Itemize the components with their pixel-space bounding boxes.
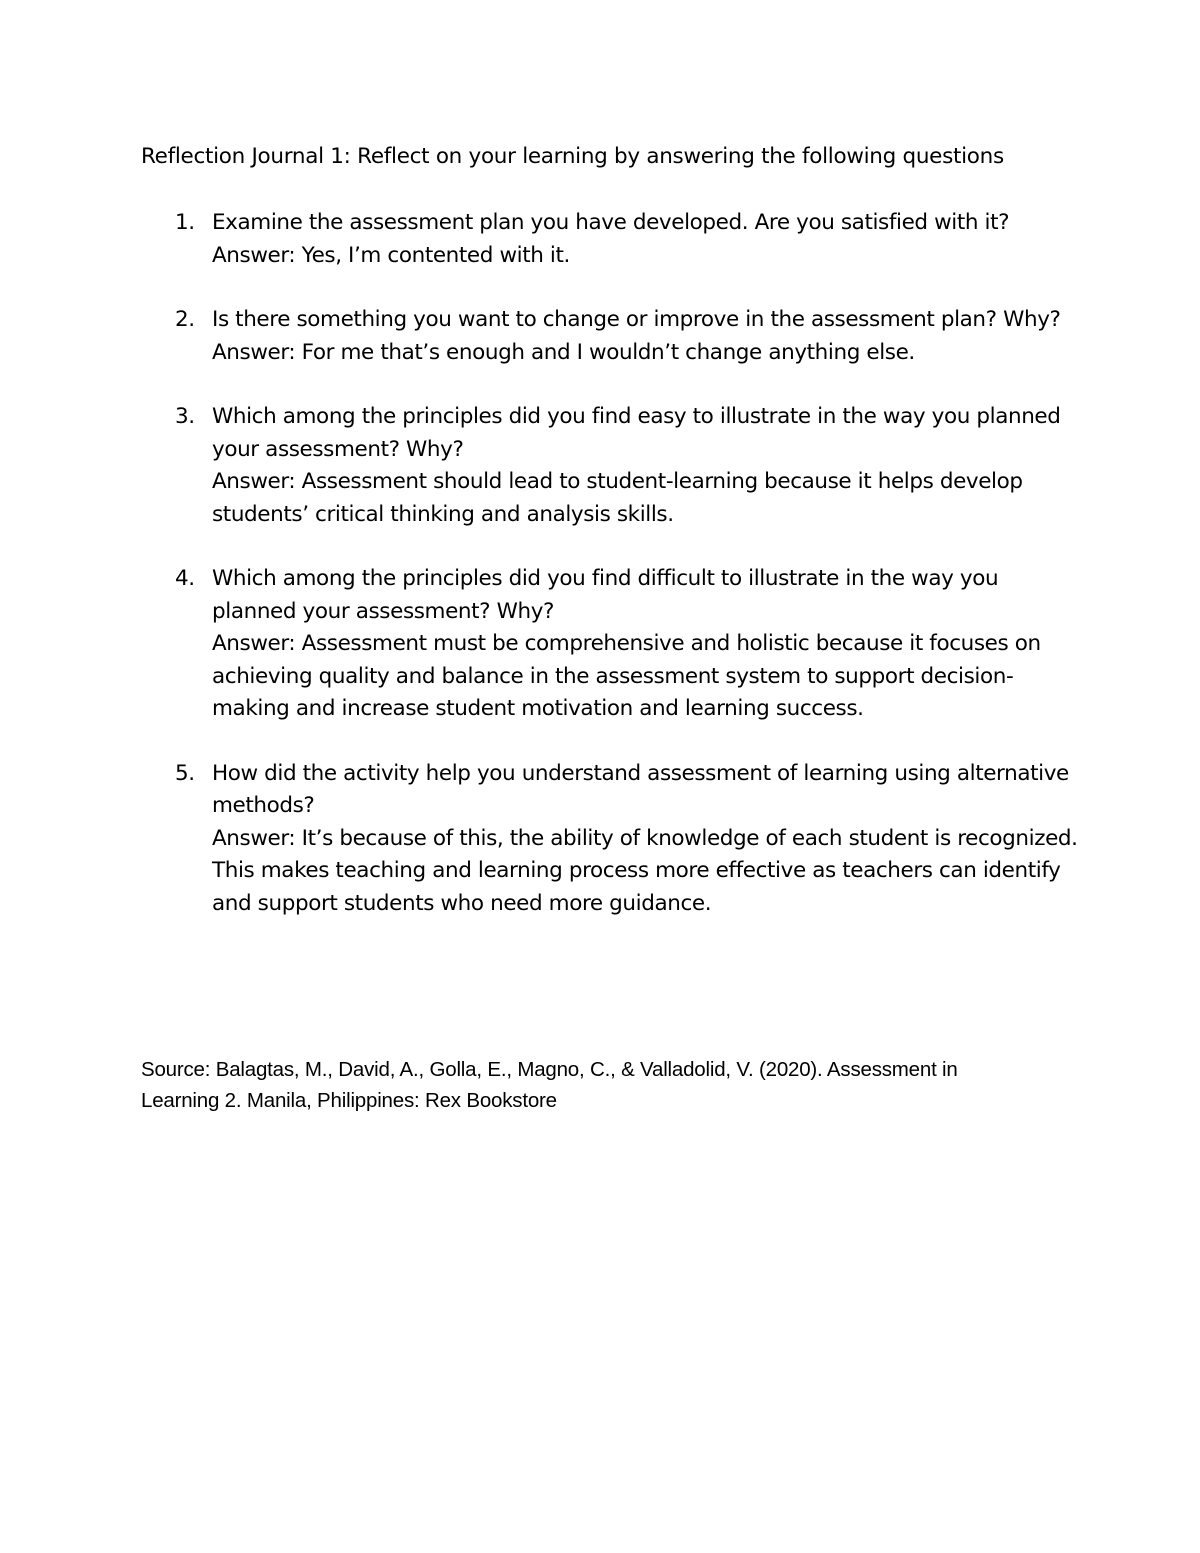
answer-text: Answer: Yes, I’m contented with it. bbox=[212, 242, 570, 268]
source-citation: Source: Balagtas, M., David, A., Golla, E., Magno, C., & Valladolid, V. (2020). Assessment in Learning 2. Manila, Philippines: Rex Bookstore bbox=[141, 1058, 958, 1112]
journal-heading: Reflection Journal 1: Reflect on your learning by answering the following questions bbox=[141, 144, 1004, 169]
question-text: How did the activity help you understand assessment of learning using alternative methods? bbox=[212, 760, 1069, 818]
answer-text: Answer: Assessment should lead to student-learning because it helps develop students’ critical thinking and analysis skills. bbox=[212, 469, 1023, 527]
question-list bbox=[141, 207, 1081, 952]
question-text: Is there something you want to change or improve in the assessment plan? Why? bbox=[212, 307, 1061, 332]
question-number: 3. bbox=[175, 404, 195, 429]
question-text: Which among the principles did you find easy to illustrate in the way you planned your assessment? Why? bbox=[212, 404, 1061, 462]
question-text: Which among the principles did you find difficult to illustrate in the way you planned your assessment? Why? bbox=[212, 566, 999, 624]
question-item-5 bbox=[141, 758, 1081, 921]
question-number: 2. bbox=[175, 307, 195, 332]
question-number: 1. bbox=[175, 210, 195, 235]
answer-text: Answer: It’s because of this, the ability of knowledge of each student is recognized. This makes teaching and learning process more effective as teachers can identify and support students who need more guidance. bbox=[212, 825, 1078, 916]
question-item-3 bbox=[141, 401, 1081, 531]
question-text: Examine the assessment plan you have developed. Are you satisfied with it? bbox=[212, 210, 1010, 235]
answer-text: Answer: Assessment must be comprehensive and holistic because it focuses on achieving quality and balance in the assessment system to support decision-making and increase student motivation and learning success. bbox=[212, 631, 1041, 721]
question-item-1 bbox=[141, 207, 1081, 272]
question-number: 4. bbox=[175, 566, 195, 591]
answer-text: Answer: For me that’s enough and I wouldn’t change anything else. bbox=[212, 339, 915, 365]
question-item-2 bbox=[141, 304, 1081, 369]
question-number: 5. bbox=[175, 760, 195, 786]
question-item-4 bbox=[141, 563, 1081, 726]
